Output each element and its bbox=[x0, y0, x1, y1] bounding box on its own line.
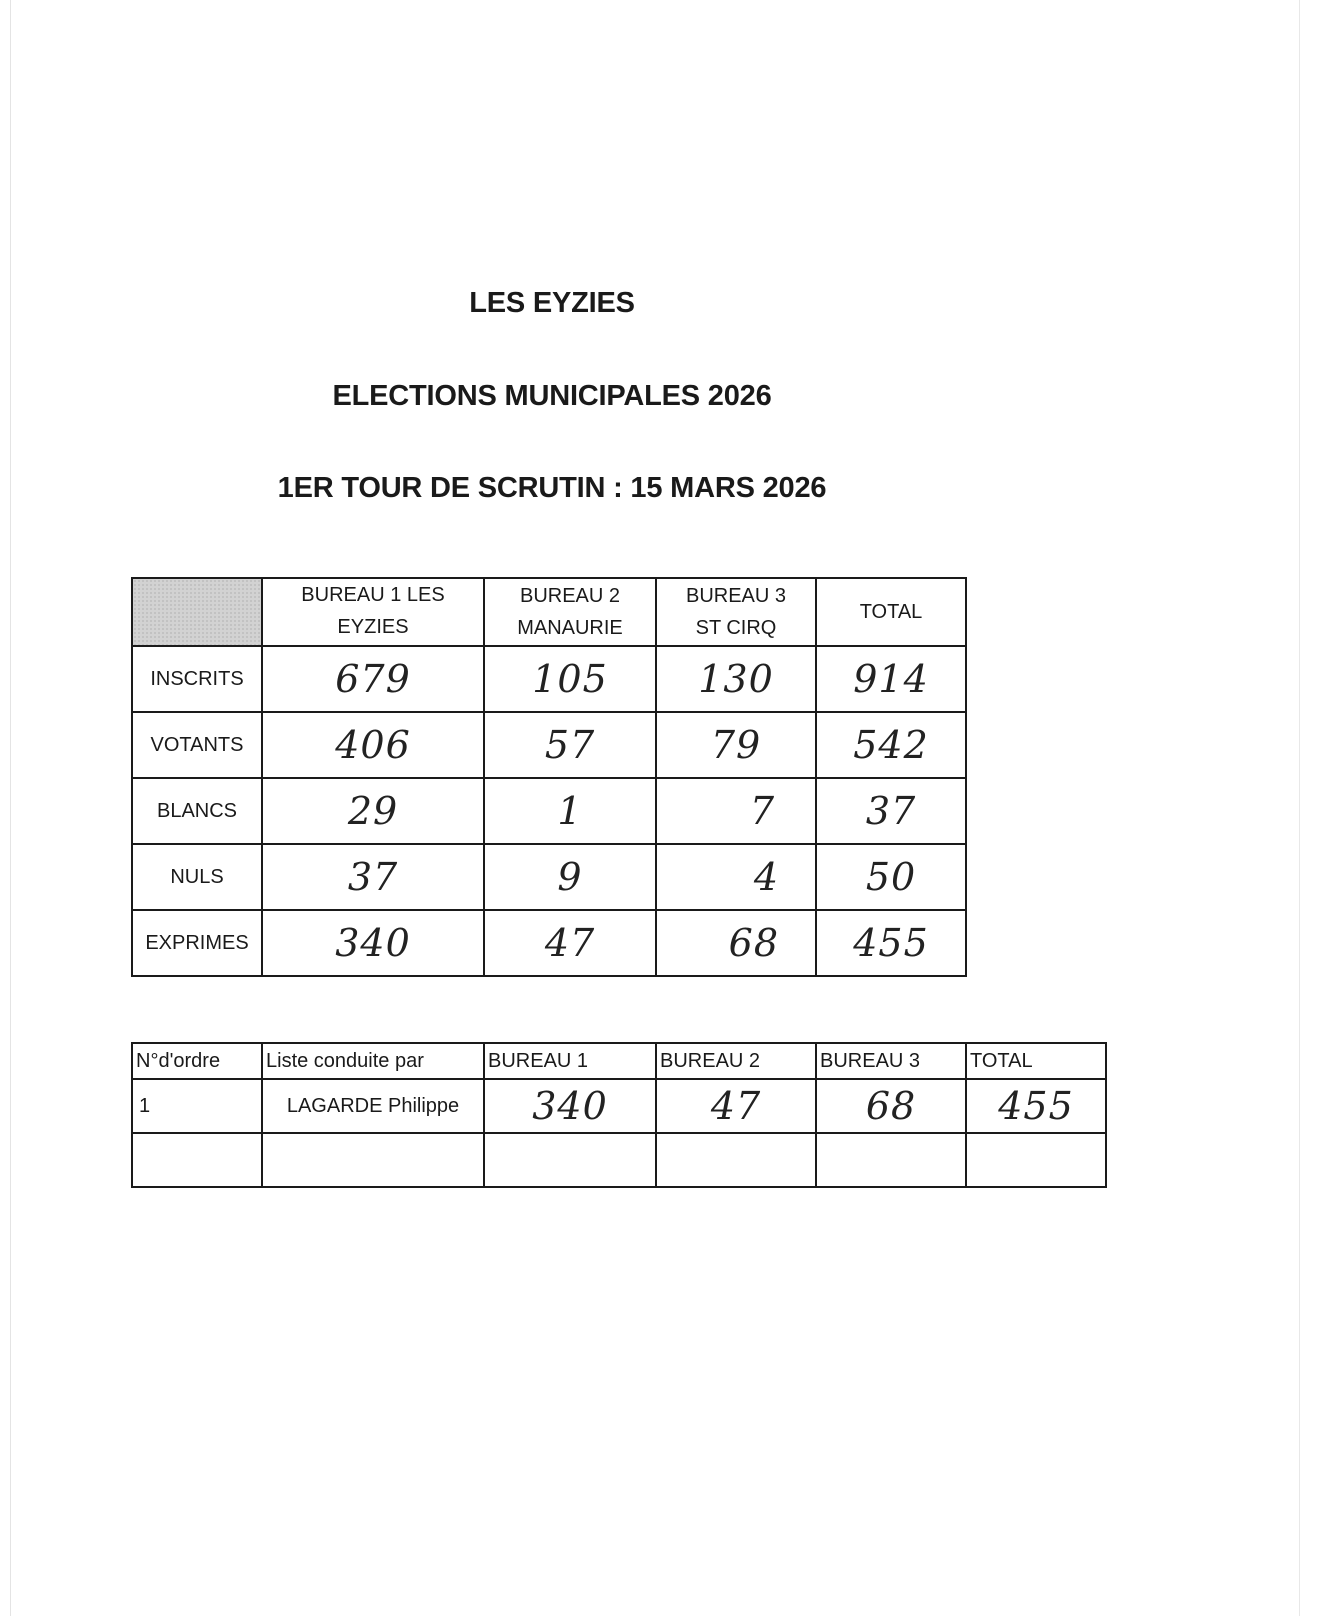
round-title: 1ER TOUR DE SCRUTIN : 15 MARS 2026 bbox=[277, 472, 827, 504]
value-total: 914 bbox=[816, 646, 966, 712]
value-total: 37 bbox=[816, 778, 966, 844]
value-bureau-1: 340 bbox=[262, 910, 484, 976]
results-table bbox=[131, 577, 967, 977]
list-row bbox=[132, 1079, 1106, 1133]
col-header-total: TOTAL bbox=[816, 578, 966, 646]
lists-table bbox=[131, 1042, 1107, 1188]
col-header-bureau-2: BUREAU 2 bbox=[656, 1043, 816, 1079]
col-header-bureau-1: BUREAU 1 LES EYZIES bbox=[262, 578, 484, 646]
list-value-bureau-3: 68 bbox=[816, 1079, 966, 1133]
value-bureau-2: 47 bbox=[484, 910, 656, 976]
results-row-exprimes bbox=[132, 910, 966, 976]
results-row-nuls bbox=[132, 844, 966, 910]
row-label: EXPRIMES bbox=[132, 910, 262, 976]
value-bureau-1: 29 bbox=[262, 778, 484, 844]
list-order-number: 1 bbox=[132, 1079, 262, 1133]
document-page bbox=[10, 0, 1300, 1616]
col-header-bureau-1: BUREAU 1 bbox=[484, 1043, 656, 1079]
list-leader-name: LAGARDE Philippe bbox=[262, 1079, 484, 1133]
col-header-order: N°d'ordre bbox=[132, 1043, 262, 1079]
col-header-leader: Liste conduite par bbox=[262, 1043, 484, 1079]
value-bureau-3: 79 bbox=[656, 712, 816, 778]
results-corner-cell bbox=[132, 578, 262, 646]
value-bureau-1: 406 bbox=[262, 712, 484, 778]
value-total: 455 bbox=[816, 910, 966, 976]
list-row-empty bbox=[132, 1133, 1106, 1187]
value-bureau-1: 37 bbox=[262, 844, 484, 910]
row-label: BLANCS bbox=[132, 778, 262, 844]
empty-cell bbox=[966, 1133, 1106, 1187]
empty-cell bbox=[262, 1133, 484, 1187]
results-row-blancs bbox=[132, 778, 966, 844]
col-header-bureau-3: BUREAU 3 bbox=[816, 1043, 966, 1079]
value-bureau-1: 679 bbox=[262, 646, 484, 712]
value-bureau-3: 7 bbox=[656, 778, 816, 844]
col-header-bureau-3: BUREAU 3 ST CIRQ bbox=[656, 578, 816, 646]
value-bureau-3: 68 bbox=[656, 910, 816, 976]
row-label: VOTANTS bbox=[132, 712, 262, 778]
value-bureau-3: 4 bbox=[656, 844, 816, 910]
commune-title: LES EYZIES bbox=[469, 287, 635, 319]
value-total: 542 bbox=[816, 712, 966, 778]
value-bureau-3: 130 bbox=[656, 646, 816, 712]
value-bureau-2: 1 bbox=[484, 778, 656, 844]
list-value-total: 455 bbox=[966, 1079, 1106, 1133]
value-total: 50 bbox=[816, 844, 966, 910]
row-label: NULS bbox=[132, 844, 262, 910]
empty-cell bbox=[484, 1133, 656, 1187]
list-value-bureau-1: 340 bbox=[484, 1079, 656, 1133]
results-row-votants bbox=[132, 712, 966, 778]
row-label: INSCRITS bbox=[132, 646, 262, 712]
results-row-inscrits bbox=[132, 646, 966, 712]
col-header-bureau-2: BUREAU 2 MANAURIE bbox=[484, 578, 656, 646]
value-bureau-2: 9 bbox=[484, 844, 656, 910]
results-header-row bbox=[132, 578, 966, 646]
list-value-bureau-2: 47 bbox=[656, 1079, 816, 1133]
empty-cell bbox=[656, 1133, 816, 1187]
election-title: ELECTIONS MUNICIPALES 2026 bbox=[332, 380, 772, 412]
empty-cell bbox=[132, 1133, 262, 1187]
value-bureau-2: 57 bbox=[484, 712, 656, 778]
col-header-total: TOTAL bbox=[966, 1043, 1106, 1079]
value-bureau-2: 105 bbox=[484, 646, 656, 712]
lists-header-row bbox=[132, 1043, 1106, 1079]
empty-cell bbox=[816, 1133, 966, 1187]
